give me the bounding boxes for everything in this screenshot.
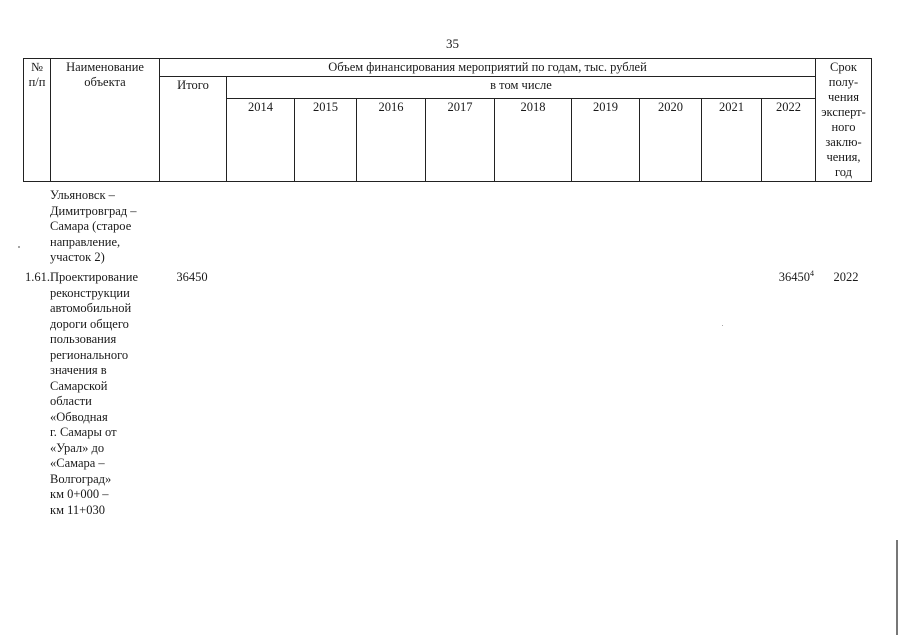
header-year-2014: 2014 [227, 99, 295, 182]
row-number: 1.61. [25, 270, 50, 284]
header-year-2019: 2019 [572, 99, 640, 182]
header-year-2018: 2018 [495, 99, 572, 182]
row-year-2022 [752, 270, 814, 286]
header-funding: Объем финансирования мероприятий по годам, тыс. рублей [160, 59, 816, 77]
page-number: 35 [446, 36, 459, 51]
header-total: Итого [160, 77, 227, 182]
header-number: № п/п [24, 59, 51, 182]
header-term: Срок полу- чения эксперт- ного заклю- чения, год [816, 59, 872, 182]
header-including: в том числе [227, 77, 816, 99]
header-year-2015: 2015 [295, 99, 357, 182]
scan-edge-mark [896, 540, 898, 635]
funding-table [23, 58, 872, 182]
prev-row-name: Ульяновск – Димитровград – Самара (старое направление, участок 2) [50, 188, 137, 264]
row-term: 2022 [833, 270, 859, 284]
header-object-name: Наименование объекта [51, 59, 160, 182]
header-year-2022: 2022 [762, 99, 816, 182]
scan-speck [18, 246, 20, 248]
row-total: 36450 [176, 270, 208, 284]
header-year-2017: 2017 [426, 99, 495, 182]
footnote-marker: 4 [810, 268, 814, 278]
scan-speck [722, 325, 723, 326]
header-year-2021: 2021 [702, 99, 762, 182]
header-year-2020: 2020 [640, 99, 702, 182]
row-year-2022-value: 36450 [778, 270, 810, 284]
row-object-name: Проектирование реконструкции автомобильной дороги общего пользования регионального значения в Самарской области «Обводная г. Самары от «Урал» до «Самара – Волгоград» км 0+000 – км 11+030 [50, 270, 139, 517]
header-year-2016: 2016 [357, 99, 426, 182]
